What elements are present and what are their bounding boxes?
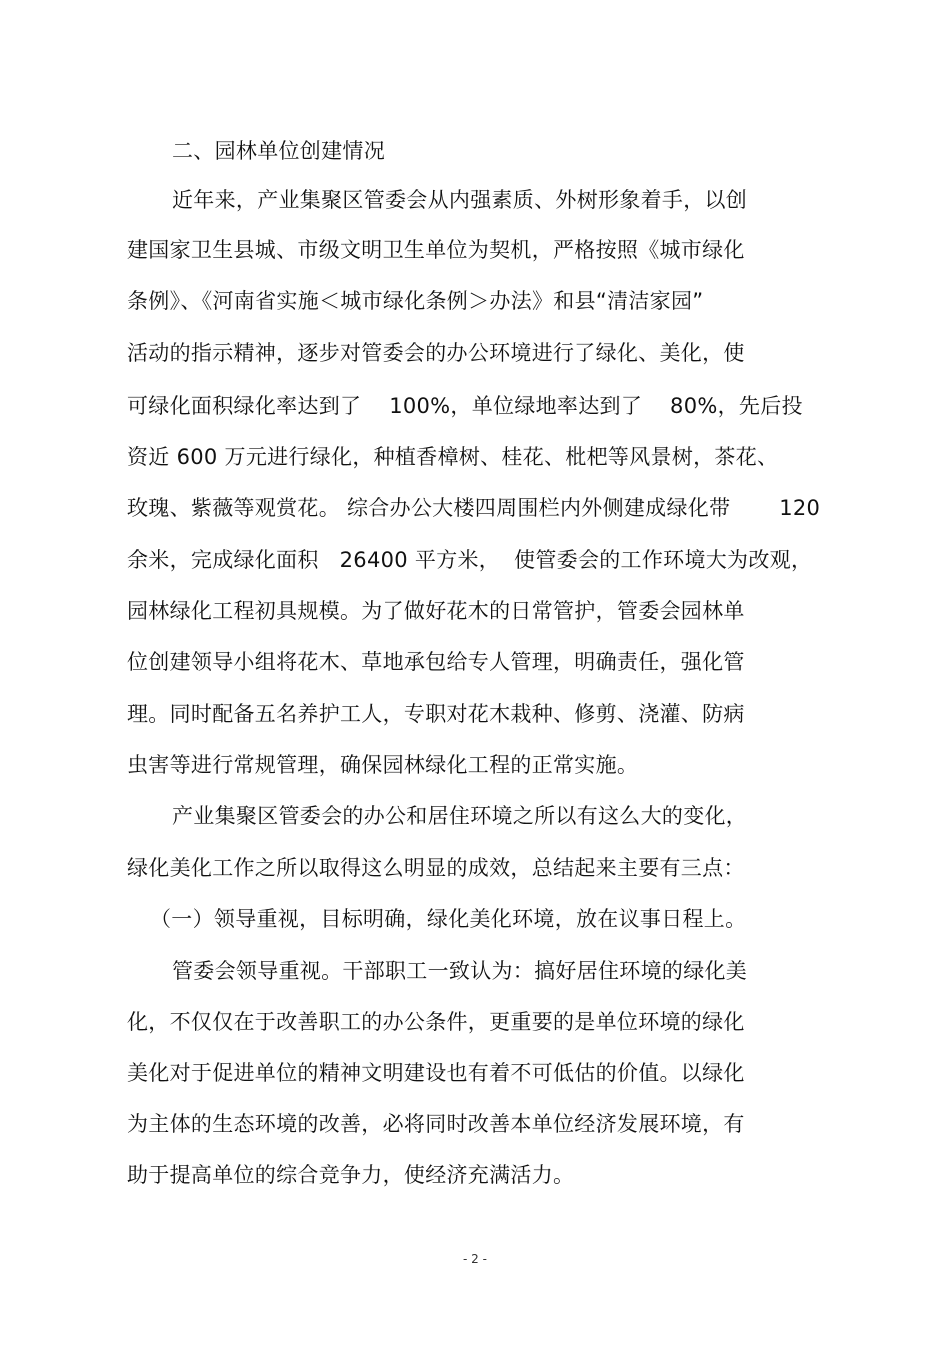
paragraph-2-line-2: 绿化美化工作之所以取得这么明显的成效，总结起来主要有三点： [127,856,745,880]
paragraph-1-line-2: 建国家卫生县城、市级文明卫生单位为契机，严格按照《城市绿化 [127,238,745,262]
paragraph-3-line-2: 化，不仅仅在于改善职工的办公条件，更重要的是单位环境的绿化 [127,1010,745,1034]
paragraph-1-line-8: 余米，完成绿化面积 26400 平方米， 使管委会的工作环境大为改观， [127,548,813,572]
paragraph-1-line-6: 资近 600 万元进行绿化，种植香樟树、桂花、枇杷等风景树，茶花、 [127,445,779,469]
paragraph-3-line-4: 为主体的生态环境的改善，必将同时改善本单位经济发展环境，有 [127,1112,745,1136]
paragraph-1-line-10: 位创建领导小组将花木、草地承包给专人管理，明确责任，强化管 [127,650,745,674]
paragraph-3-line-1: 管委会领导重视。干部职工一致认为：搞好居住环境的绿化美 [172,959,748,983]
paragraph-1-line-1: 近年来，产业集聚区管委会从内强素质、外树形象着手，以创 [172,188,748,212]
paragraph-2-line-1: 产业集聚区管委会的办公和居住环境之所以有这么大的变化， [172,804,748,828]
page-number: - 2 - [463,1252,487,1266]
subheading-one: （一）领导重视，目标明确，绿化美化环境，放在议事日程上。 [150,907,747,931]
paragraph-1-line-4: 活动的指示精神，逐步对管委会的办公环境进行了绿化、美化，使 [127,341,745,365]
paragraph-1-line-11: 理。同时配备五名养护工人，专职对花木栽种、修剪、浇灌、防病 [127,702,745,726]
paragraph-1-line-7: 玫瑰、紫薇等观赏花。 综合办公大楼四周围栏内外侧建成绿化带 120 [127,496,821,520]
paragraph-1-line-12: 虫害等进行常规管理，确保园林绿化工程的正常实施。 [127,753,639,777]
paragraph-1-line-5: 可绿化面积绿化率达到了 100%，单位绿地率达到了 80%，先后投 [127,394,803,418]
paragraph-3-line-3: 美化对于促进单位的精神文明建设也有着不可低估的价值。以绿化 [127,1061,745,1085]
paragraph-1-line-3: 条例》、《河南省实施＜城市绿化条例＞办法》和县“清洁家园” [127,289,704,313]
paragraph-3-line-5: 助于提高单位的综合竞争力，使经济充满活力。 [127,1163,575,1187]
section-heading: 二、园林单位创建情况 [172,139,385,163]
paragraph-1-line-9: 园林绿化工程初具规模。为了做好花木的日常管护，管委会园林单 [127,599,745,623]
